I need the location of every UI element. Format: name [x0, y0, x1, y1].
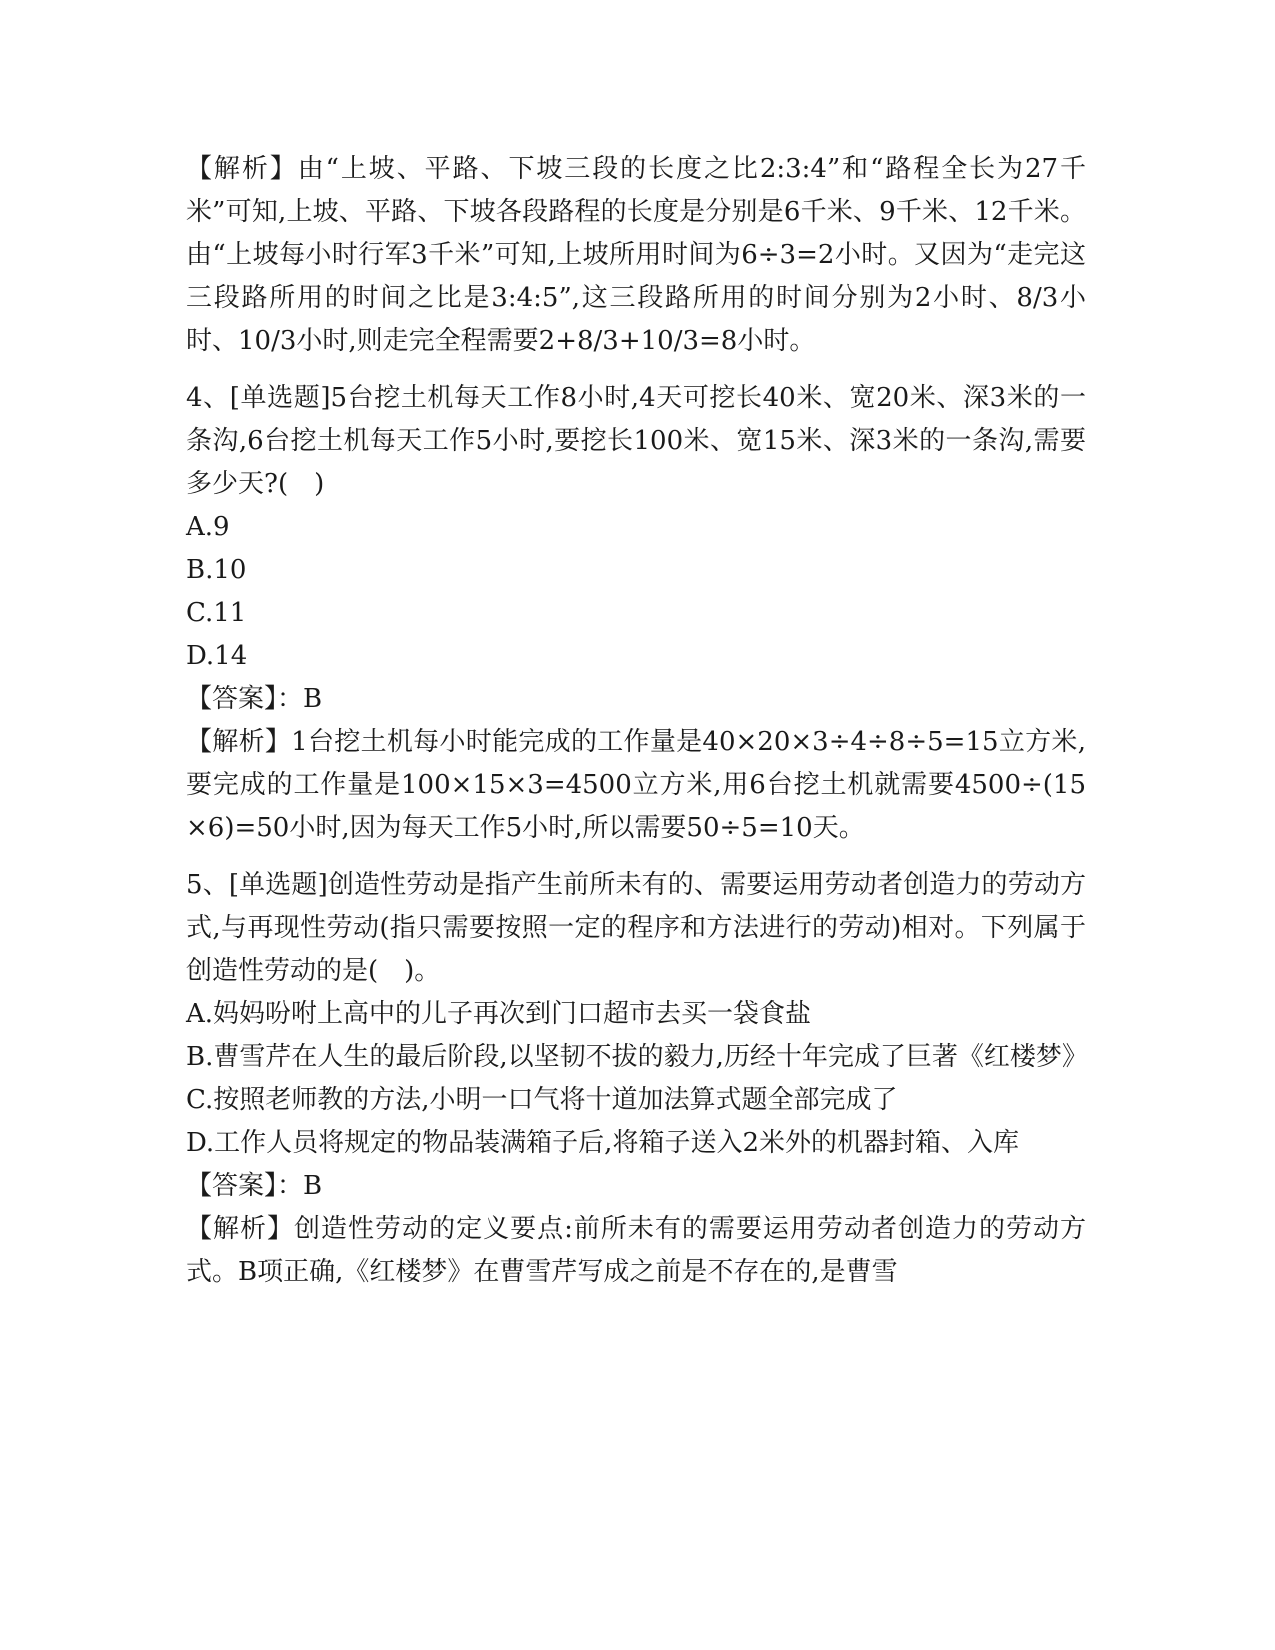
question-4-option-b: B.10 [186, 555, 247, 585]
question-5-option-a: A.妈妈吩咐上高中的儿子再次到门口超市去买一袋食盐 [186, 999, 812, 1029]
question-5-stem: 5、[单选题]创造性劳动是指产生前所未有的、需要运用劳动者创造力的劳动方式,与再现性劳动(指只需要按照一定的程序和方法进行的劳动)相对。下列属于创造性劳动的是( )。 [186, 870, 1086, 986]
question-4-option-a: A.9 [186, 512, 230, 542]
question-5-option-c: C.按照老师教的方法,小明一口气将十道加法算式题全部完成了 [186, 1085, 898, 1115]
question-4-option-d: D.14 [186, 641, 248, 671]
question-5-analysis: 【解析】创造性劳动的定义要点:前所未有的需要运用劳动者创造力的劳动方式。B项正确,《红楼梦》在曹雪芹写成之前是不存在的,是曹雪 [186, 1214, 1086, 1287]
question-4-analysis: 【解析】1台挖土机每小时能完成的工作量是40×20×3÷4÷8÷5=15立方米,要完成的工作量是100×15×3=4500立方米,用6台挖土机就需要4500÷(15×6)=50小时,因为每天工作5小时,所以需要50÷5=10天。 [186, 727, 1086, 843]
question-4-answer: 【答案】：B [186, 684, 323, 714]
document-page [186, 148, 1086, 1294]
question-5-option-d: D.工作人员将规定的物品装满箱子后,将箱子送入2米外的机器封箱、入库 [186, 1128, 1019, 1158]
analysis-q3: 【解析】由“上坡、平路、下坡三段的长度之比2:3:4”和“路程全长为27千米”可知,上坡、平路、下坡各段路程的长度是分别是6千米、9千米、12千米。由“上坡每小时行军3千米”可知,上坡所用时间为6÷3=2小时。又因为“走完这三段路所用的时间之比是3:4:5”,这三段路所用的时间分别为2小时、8/3小时、10/3小时,则走完全程需要2+8/3+10/3=8小时。 [186, 154, 1086, 356]
question-5-answer: 【答案】：B [186, 1171, 323, 1201]
question-5-option-b: B.曹雪芹在人生的最后阶段,以坚韧不拔的毅力,历经十年完成了巨著《红楼梦》 [186, 1042, 1088, 1072]
question-4-option-c: C.11 [186, 598, 247, 628]
question-4 [186, 377, 1086, 850]
question-5 [186, 864, 1086, 1294]
question-4-stem: 4、[单选题]5台挖土机每天工作8小时,4天可挖长40米、宽20米、深3米的一条沟,6台挖土机每天工作5小时,要挖长100米、宽15米、深3米的一条沟,需要多少天?( ) [186, 383, 1086, 499]
